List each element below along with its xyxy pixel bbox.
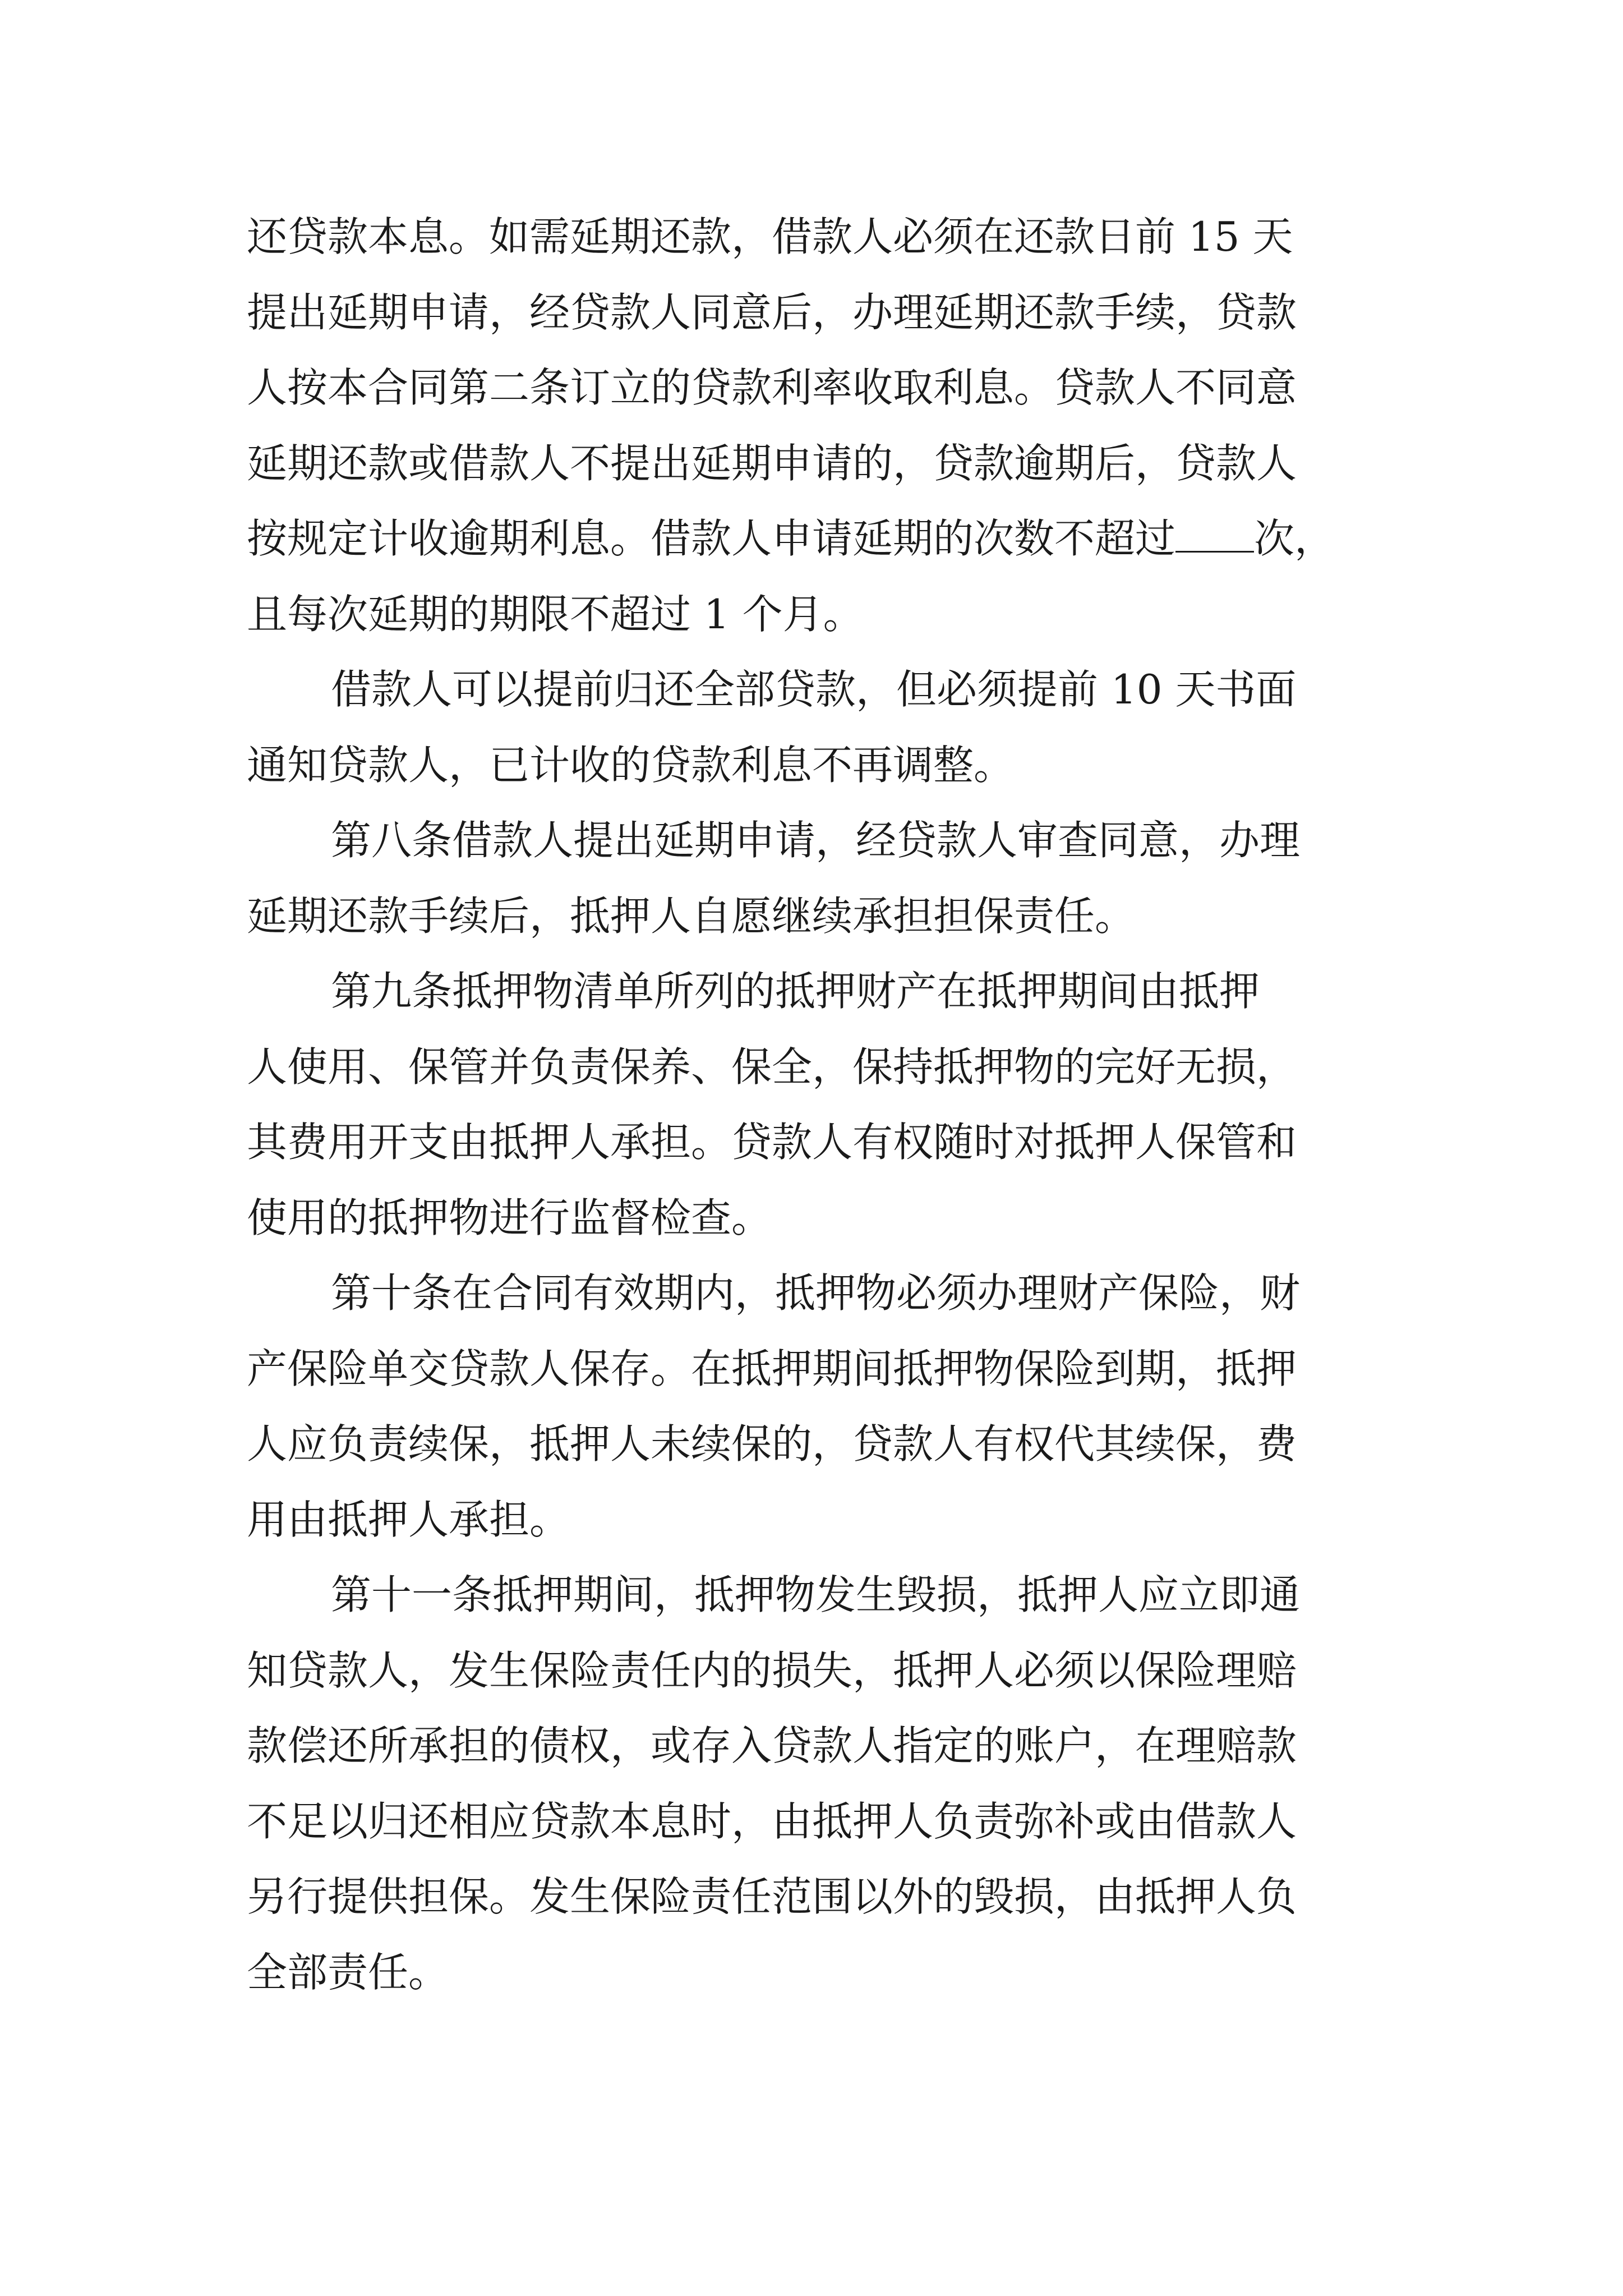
text-line: 通知贷款人，已计收的贷款利息不再调整。 — [247, 741, 1015, 789]
text-line: 第十一条抵押期间，抵押物发生毁损，抵押人应立即通 — [331, 1571, 1301, 1618]
article-10 — [247, 1255, 1391, 1557]
text-line: 延期还款或借款人不提出延期申请的，贷款逾期后，贷款人 — [247, 439, 1297, 487]
text-line: 且每次延期的期限不超过 1 个月。 — [247, 590, 864, 638]
paragraph-prepayment — [247, 652, 1391, 803]
text-line: 第八条借款人提出延期申请，经贷款人审查同意，办理 — [331, 817, 1301, 864]
contract-text-body — [247, 199, 1391, 2010]
text-line: 款偿还所承担的债权，或存入贷款人指定的账户，在理赔款 — [247, 1722, 1297, 1769]
text-line: 人应负责续保，抵押人未续保的，贷款人有权代其续保，费 — [247, 1420, 1297, 1467]
text-line: 借款人可以提前归还全部贷款，但必须提前 10 天书面 — [331, 666, 1297, 713]
article-9 — [247, 954, 1391, 1255]
article-11 — [247, 1557, 1391, 2010]
fill-in-blank — [1175, 518, 1254, 553]
text-segment: 次， — [1254, 515, 1335, 562]
text-line: 用由抵押人承担。 — [247, 1496, 570, 1543]
text-line: 全部责任。 — [247, 1948, 449, 1996]
text-line: 使用的抵押物进行监督检查。 — [247, 1194, 772, 1241]
text-line: 知贷款人，发生保险责任内的损失，抵押人必须以保险理赔 — [247, 1646, 1297, 1694]
text-line: 产保险单交贷款人保存。在抵押期间抵押物保险到期，抵押 — [247, 1345, 1297, 1392]
text-line: 第十条在合同有效期内，抵押物必须办理财产保险，财 — [331, 1269, 1301, 1317]
text-line: 提出延期申请，经贷款人同意后，办理延期还款手续，贷款 — [247, 288, 1297, 336]
text-segment: 按规定计收逾期利息。借款人申请延期的次数不超过 — [247, 515, 1176, 562]
paragraph-continuation — [247, 199, 1391, 652]
article-8 — [247, 803, 1391, 954]
text-line: 人按本合同第二条订立的贷款利率收取利息。贷款人不同意 — [247, 364, 1297, 411]
text-line: 其费用开支由抵押人承担。贷款人有权随时对抵押人保管和 — [247, 1119, 1297, 1166]
text-line: 延期还款手续后，抵押人自愿继续承担担保责任。 — [247, 892, 1136, 940]
text-line: 人使用、保管并负责保养、保全，保持抵押物的完好无损， — [247, 1043, 1297, 1091]
text-line: 还贷款本息。如需延期还款，借款人必须在还款日前 15 天 — [247, 213, 1293, 260]
text-line: 第九条抵押物清单所列的抵押财产在抵押期间由抵押 — [331, 968, 1260, 1015]
text-line-with-blank — [247, 501, 1391, 577]
text-line: 不足以归还相应贷款本息时，由抵押人负责弥补或由借款人 — [247, 1797, 1297, 1845]
text-line: 另行提供担保。发生保险责任范围以外的毁损，由抵押人负 — [247, 1873, 1297, 1920]
